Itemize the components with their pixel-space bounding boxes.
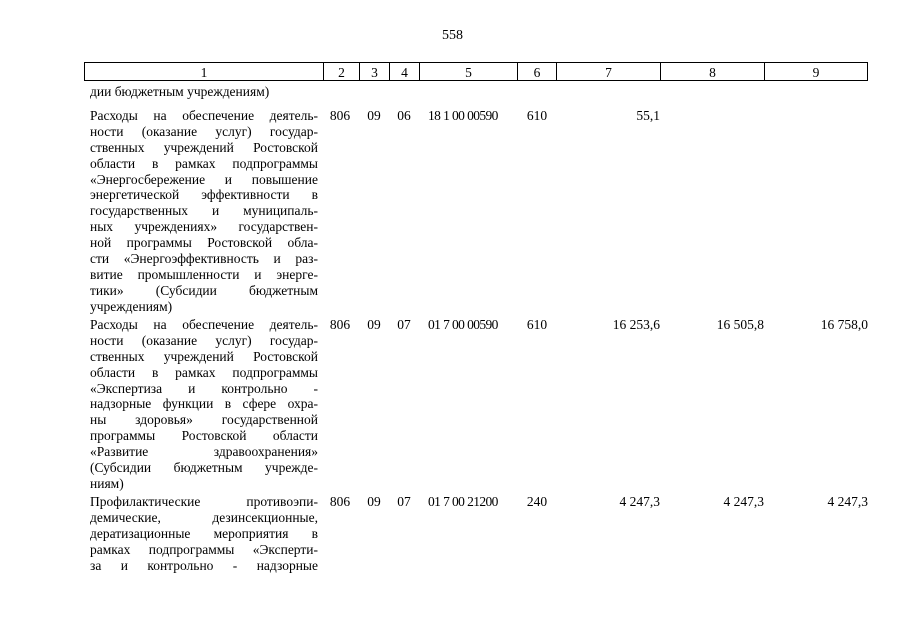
cell-expense-type: 240	[526, 494, 548, 509]
row-description	[90, 108, 318, 315]
description-line: области в рамках подпрограммы	[90, 155, 318, 171]
description-line: ных учреждениях» государствен-	[90, 219, 318, 235]
cell-amount-col7: 55,1	[636, 108, 660, 123]
description-line: демические, дезинсекционные,	[90, 509, 318, 525]
header-col-7: 7	[556, 62, 660, 81]
cell-ministry-code: 806	[329, 317, 351, 332]
cell-subsection: 07	[397, 494, 411, 509]
header-col-6: 6	[517, 62, 556, 81]
description-line: программы Ростовской области	[90, 428, 318, 444]
cell-section: 09	[367, 494, 381, 509]
description-line: сти «Энергоэффективность и раз-	[90, 251, 318, 267]
header-col-5: 5	[419, 62, 517, 81]
description-line: ной программы Ростовской обла-	[90, 235, 318, 251]
cell-amount-col7: 16 253,6	[612, 317, 660, 332]
description-line: Профилактические противоэпи-	[90, 494, 318, 509]
description-line: ственных учреждений Ростовской	[90, 139, 318, 155]
description-line: за и контрольно - надзорные	[90, 557, 318, 573]
header-col-2: 2	[323, 62, 359, 81]
description-line: дератизационные мероприятия в	[90, 525, 318, 541]
continuation-text: дии бюджетным учреждениям)	[90, 84, 270, 99]
description-line: ниям)	[90, 475, 124, 491]
row-description	[90, 494, 318, 573]
cell-subsection: 06	[397, 108, 411, 123]
description-line: рамках подпрограммы «Эксперти-	[90, 541, 318, 557]
description-line: витие промышленности и энерге-	[90, 266, 318, 282]
cell-section: 09	[367, 108, 381, 123]
header-col-4: 4	[389, 62, 419, 81]
cell-expense-type: 610	[526, 317, 548, 332]
header-col-9: 9	[764, 62, 868, 81]
cell-amount-col7: 4 247,3	[619, 494, 660, 509]
cell-amount-col9: 16 758,0	[820, 317, 868, 332]
description-line: государственных и муниципаль-	[90, 203, 318, 219]
cell-expense-type: 610	[526, 108, 548, 123]
description-line: Расходы на обеспечение деятель-	[90, 108, 318, 123]
cell-amount-col8: 16 505,8	[716, 317, 764, 332]
description-line: энергетической эффективности в	[90, 187, 318, 203]
description-line: ственных учреждений Ростовской	[90, 348, 318, 364]
description-line: Расходы на обеспечение деятель-	[90, 317, 318, 332]
cell-target-article: 01 7 00 00590	[428, 317, 498, 332]
description-line: надзорные функции в сфере охра-	[90, 396, 318, 412]
header-col-1: 1	[84, 62, 323, 81]
cell-target-article: 01 7 00 21200	[428, 494, 498, 509]
cell-subsection: 07	[397, 317, 411, 332]
page-number: 558	[442, 28, 463, 43]
cell-amount-col8: 4 247,3	[723, 494, 764, 509]
description-line: «Экспертиза и контрольно -	[90, 380, 318, 396]
description-line: учреждениям)	[90, 298, 173, 314]
description-line: области в рамках подпрограммы	[90, 364, 318, 380]
description-line: «Энергосбережение и повышение	[90, 171, 318, 187]
description-line: ны здоровья» государственной	[90, 412, 318, 428]
cell-amount-col9: 4 247,3	[827, 494, 868, 509]
row-description	[90, 317, 318, 492]
description-line: ности (оказание услуг) государ-	[90, 332, 318, 348]
cell-target-article: 18 1 00 00590	[428, 108, 498, 123]
description-line: ности (оказание услуг) государ-	[90, 123, 318, 139]
description-line: «Развитие здравоохранения»	[90, 444, 318, 460]
cell-ministry-code: 806	[329, 108, 351, 123]
description-line: (Субсидии бюджетным учрежде-	[90, 460, 318, 476]
header-col-8: 8	[660, 62, 764, 81]
description-line: тики» (Субсидии бюджетным	[90, 282, 318, 298]
cell-section: 09	[367, 317, 381, 332]
header-col-3: 3	[359, 62, 389, 81]
cell-ministry-code: 806	[329, 494, 351, 509]
